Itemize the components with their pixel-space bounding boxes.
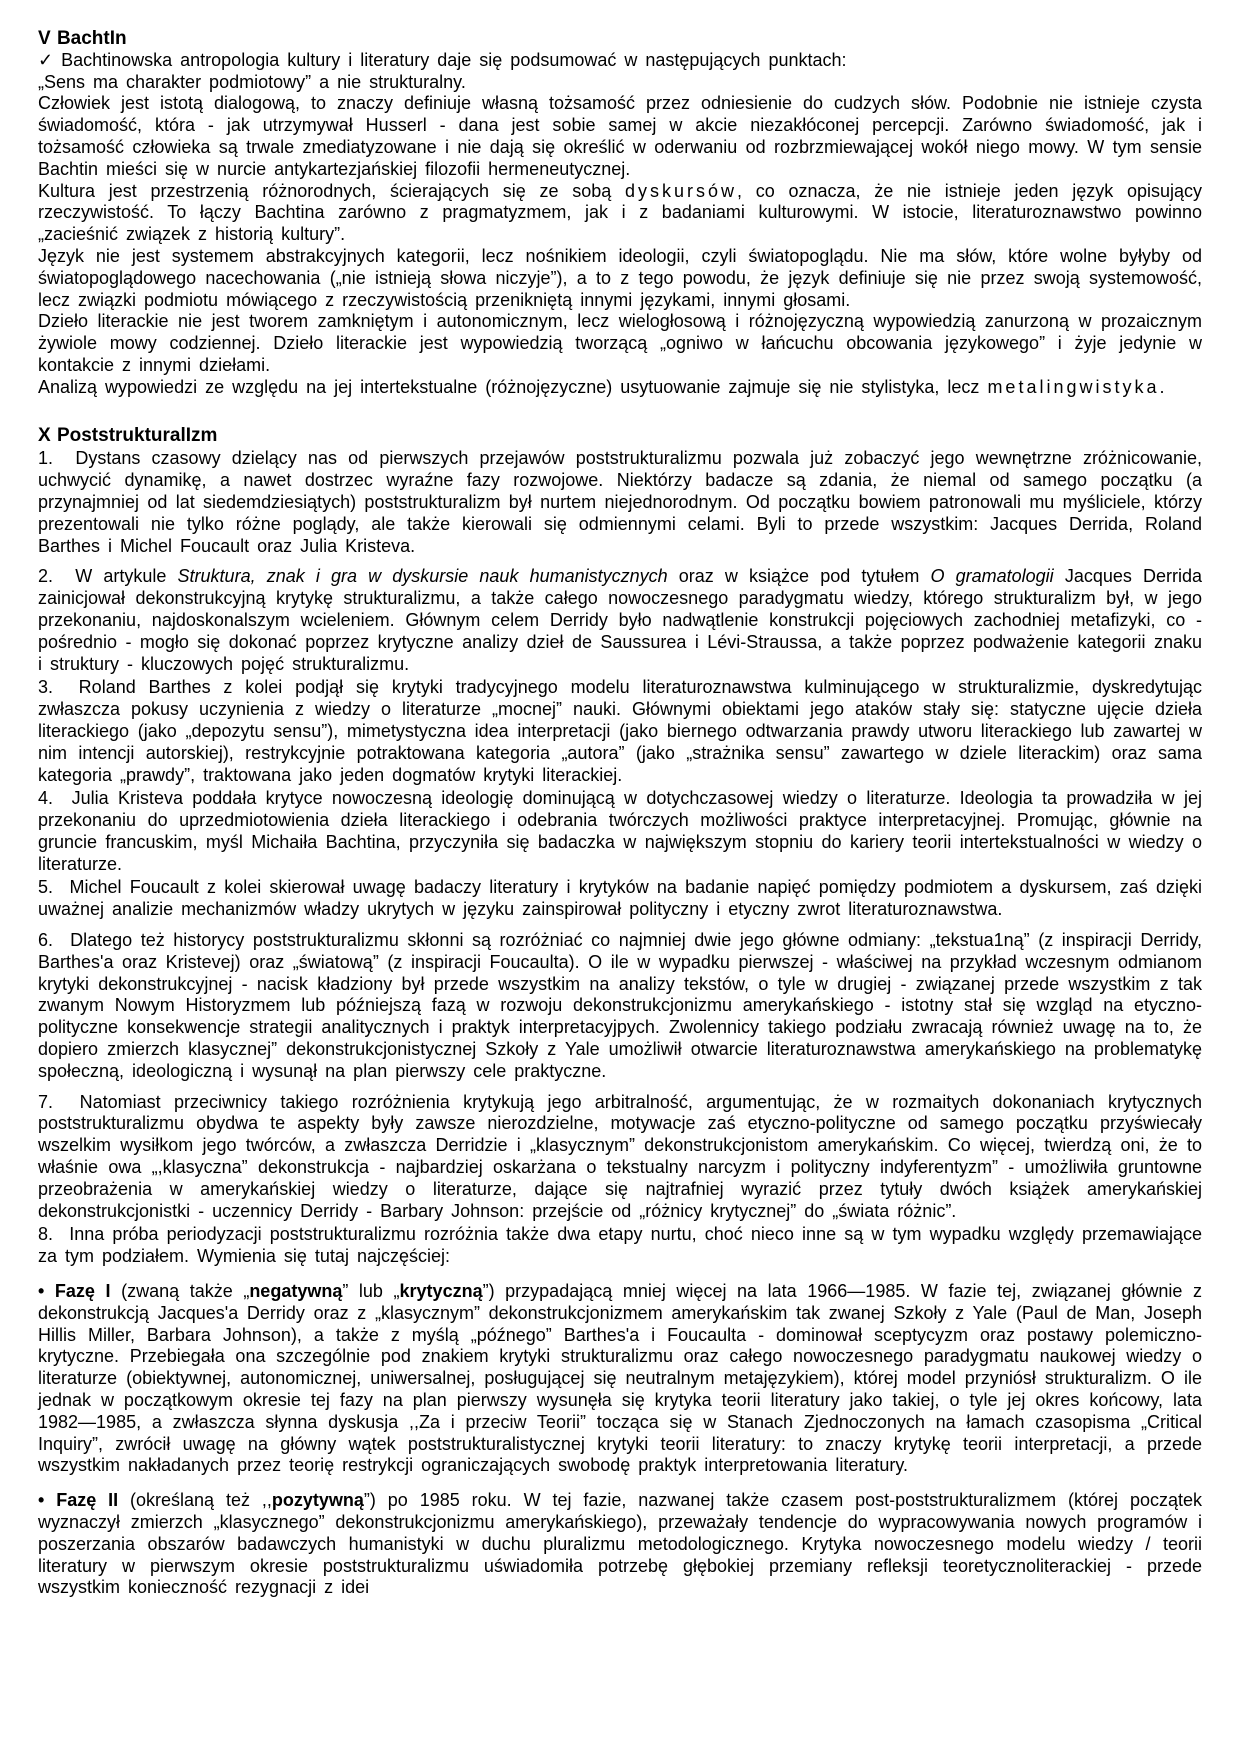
- text-run: (określaną też ,,: [118, 1490, 272, 1511]
- text-run: X PoststrukturalIzm: [38, 424, 218, 446]
- text-run: Jacques Derrida zainicjował dekonstrukcyjną krytykę strukturalizmu, a także całego nowoczesnego paradygmatu wiedzy, którego strukturalizm był, w jego przekonaniu, najdoskonalszym wcieleniem. Głównym celem Derridy było nadwątlenie konstrukcji pojęciowych zachodniej metafizyki, co - pośrednio - mogło się dokonać poprzez krytyczne analizy dzieł de Saussurea i Lévi-Straussa, a także poprzez podważenie kategorii znaku i struktury - kluczowych pojęć strukturalizmu.: [38, 566, 1203, 674]
- paragraph: [38, 311, 1202, 376]
- text-run: ”) przypadającą mniej więcej na lata 1966—1985. W fazie tej, związanej głównie z dekonstrukcją Jacques'a Derridy oraz z „klasycznym” dekonstrukcjonizmem amerykańskim tak zwanej Szkoły z Yale (Paul de Man, Joseph Hillis Miller, Barbara Johnson), a także z myślą „późnego” Barthes'a i Foucaulta - dominował sceptycyzm oraz postawy polemiczno-krytyczne. Przebiegała ona szczególnie pod znakiem krytyki strukturalizmu oraz całego nowoczesnego paradygmatu naukowej wiedzy o literaturze (obiektywnej, autonomicznej, uniwersalnej, posługującej się neutralnym metajęzykiem), której model przyniósł strukturalizm. O ile jednak w początkowym okresie tej fazy na plan pierwszy wysunęła się krytyka teorii literatury jako takiej, o tyle jej okres końcowy, lata 1982—1985, a zwłaszcza słynna dyskusja ,,Za i przeciw Teorii” tocząca się w Stanach Zjednoczonych na łamach czasopisma „Critical Inquiry”, zwrócił uwagę na główny wątek poststrukturalistycznej krytyki teorii literatury: to znaczy krytykę teorii interpretacji, a przede wszystkim nakładanych przez teorię restrykcji ograniczających swobodę praktyk interpretowania literatury.: [38, 1281, 1202, 1476]
- text-run: • Fazę I: [38, 1281, 111, 1302]
- text-run: dyskursów: [625, 180, 738, 201]
- document-body: [38, 28, 1202, 1599]
- text-run: Człowiek jest istotą dialogową, to znaczy definiuje własną tożsamość przez odniesienie do cudzych słów. Podobnie nie istnieje czysta świadomość, która - jak utrzymywał Husserl - dana jest sobie samej w akcie niezakłóconej percepcji. Zarówno świadomość, jak i tożsamość człowieka są trwale zmediatyzowane i nie dają się określić w oderwaniu od rozbrzmiewającej wokół niego mowy. W tym sensie Bachtin mieści się w nurcie antykartezjańskiej filozofii hermeneutycznej.: [38, 93, 1202, 179]
- text-run: metalingwistyka.: [987, 376, 1168, 397]
- text-run: V BachtIn: [38, 28, 127, 49]
- text-run: (zwaną także „: [110, 1281, 250, 1302]
- text-run: Kultura jest przestrzenią różnorodnych, ścierających się ze sobą: [38, 180, 625, 201]
- text-run: O gramatologii: [930, 566, 1054, 587]
- paragraph: [38, 93, 1202, 180]
- text-run: „Sens ma charakter podmiotowy” a nie strukturalny.: [38, 71, 466, 92]
- paragraph: [38, 930, 1202, 1083]
- text-run: 3. Roland Barthes z kolei podjął się krytyki tradycyjnego modelu literaturoznawstwa kulminującego w strukturalizmie, dyskredytując zwłaszcza pokusy uczynienia z wiedzy o literaturze „mocnej” nauki. Głównymi obiektami jego ataków stały się: statyczne ujęcie dzieła literackiego (jako „depozytu sensu”), mimetystyczna idea interpretacji (jako biernego odtwarzania prawdy utworu literackiego lub zawartej w nim intencji autorskiej), restrykcyjnie potraktowana kategoria „autora” (jako „strażnika sensu” zawartego w dziele literackim) oraz sama kategoria „prawdy”, traktowana jako jeden dogmatów krytyki literackiej.: [38, 677, 1202, 785]
- text-run: 7. Natomiast przeciwnicy takiego rozróżnienia krytykują jego arbitralność, argumentując, że w rozmaitych dokonaniach krytycznych poststrukturalizmu obydwa te aspekty były zawsze nierozdzielne, motywacje zaś etyczno-polityczne od samego początku przyświecały wszelkim wysiłkom jego twórców, a zwłaszcza Derridzie i „klasycznym” dekonstrukcjonistom amerykańskim. Co więcej, twierdzą oni, że to właśnie owa „,klasyczna” dekonstrukcja - najbardziej oskarżana o tekstualny narcyzm i polityczny indyferentyzm” - umożliwiła gruntowne przeobrażenia w amerykańskiej wiedzy o literaturze, dające się najtrafniej wyrazić przez tytuły dwóch książek amerykańskiej dekonstrukcjonistki - uczennicy Derridy - Barbary Johnson: przejście od „różnicy krytycznej” do „świata różnic”.: [38, 1091, 1202, 1221]
- paragraph: [38, 1490, 1202, 1599]
- paragraph: [38, 181, 1202, 246]
- paragraph: [38, 788, 1202, 875]
- text-run: • Fazę II: [38, 1490, 119, 1511]
- text-run: Analizą wypowiedzi ze względu na jej intertekstualne (różnojęzyczne) usytuowanie zajmuje się nie stylistyka, lecz: [38, 376, 988, 397]
- text-run: negatywną: [249, 1281, 343, 1302]
- paragraph: [38, 566, 1202, 675]
- text-run: 1. Dystans czasowy dzielący nas od pierwszych przejawów poststrukturalizmu pozwala już zobaczyć jego wewnętrzne zróżnicowanie, uchwycić dynamikę, a nawet dostrzec wyraźne fazy rozwojowe. Niektórzy badacze są zdania, że niemal od samego początku (a przynajmniej od lat siedemdziesiątych) poststrukturalizm był nurtem niejednorodnym. Od początku bowiem patronowali mu myśliciele, którzy prezentowali nie tylko różne poglądy, ale także kierowali się odmiennymi celami. Byli to przede wszystkim: Jacques Derrida, Roland Barthes i Michel Foucault oraz Julia Kristeva.: [38, 448, 1202, 556]
- text-run: ✓ Bachtinowska antropologia kultury i literatury daje się podsumować w następujących punktach:: [38, 49, 847, 70]
- text-run: krytyczną: [399, 1281, 483, 1302]
- paragraph: [38, 1281, 1202, 1477]
- text-run: 5. Michel Foucault z kolei skierował uwagę badaczy literatury i krytyków na badanie napięć pomiędzy podmiotem a dyskursem, zaś dzięki uważnej analizie mechanizmów władzy ukrytych w języku zainspirował polityczny i etyczny zwrot literaturoznawstwa.: [38, 877, 1202, 920]
- text-run: Język nie jest systemem abstrakcyjnych kategorii, lecz nośnikiem ideologii, czyli światopoglądu. Nie ma słów, które wolne byłyby od światopoglądowego nacechowania („nie istnieją słowa niczyje”), a to z tego powodu, że język definiuje się nie przez swoją systemowość, lecz związki podmiotu mówiącego z rzeczywistością przenikniętą innymi językami, innymi głosami.: [38, 245, 1202, 310]
- text-run: pozytywną: [271, 1490, 364, 1511]
- paragraph: [38, 1224, 1202, 1268]
- text-run: ”) po 1985 roku. W tej fazie, nazwanej także czasem post-poststrukturalizmem (której początek wyznaczył zmierzch „klasycznego” dekonstrukcjonizmu amerykańskiego), przeważały tendencje do wypracowywania nowych programów i poszerzania obszarów badawczych humanistyki w duchu pluralizmu metodologicznego. Krytyka nowoczesnego modelu wiedzy / teorii literatury w pierwszym okresie poststrukturalizmu uświadomiła potrzebę głębokiej przemiany refleksji teoretycznoliterackiej - przede wszystkim konieczność rezygnacji z idei: [38, 1490, 1202, 1598]
- text-run: Dzieło literackie nie jest tworem zamkniętym i autonomicznym, lecz wielogłosową i różnojęzyczną wypowiedzią zanurzoną w prozaicznym żywiole mowy codziennej. Dzieło literackie jest wypowiedzią tworzącą „ogniwo w łańcuchu obcowania językowego” i żyje jedynie w kontakcie z innymi dziełami.: [38, 311, 1202, 375]
- text-run: 6. Dlatego też historycy poststrukturalizmu skłonni są rozróżniać co najmniej dwie jego główne odmiany: „tekstua1ną” (z inspiracji Derridy, Barthes'a oraz Kristevej) oraz „światową” (z inspiracji Foucaulta). O ile w wypadku pierwszej - właściwej na przykład wczesnym odmianom krytyki dekonstrukcyjnej - nacisk kładziony był przede wszystkim na analizy tekstów, o tyle w drugiej - związanej przede wszystkim z tak zwanym Nowym Historyzmem lub późniejszą fazą w rozwoju dekonstrukcjonizmu amerykańskiego - istotny stał się wzgląd na etyczno-polityczne konsekwencje strategii analitycznych i praktyk interpretacyjpych. Zwolennicy takiego podziału zwracają również uwagę na to, że dopiero zmierzch klasycznej” dekonstrukcjonistycznej Szkoły z Yale umożliwił otwarcie literaturoznawstwa amerykańskiego na problematykę społeczną, ideologiczną i wysunął na plan pierwszy cele praktyczne.: [38, 930, 1202, 1081]
- paragraph: [38, 877, 1202, 921]
- paragraph: [38, 448, 1202, 557]
- text-run: ” lub „: [342, 1281, 400, 1302]
- paragraph: [38, 377, 1202, 399]
- text-run: Struktura, znak i gra w dyskursie nauk humanistycznych: [177, 566, 668, 587]
- paragraph: [38, 72, 1202, 94]
- section-heading: [38, 28, 1202, 50]
- text-run: , co oznacza, że nie istnieje jeden język opisujący rzeczywistość. To łączy Bachtina zarówno z pragmatyzmem, jak i z badaniami kulturowymi. W istocie, literaturoznawstwo powinno „zacieśnić związek z historią kultury”.: [38, 180, 1202, 245]
- paragraph: [38, 1092, 1202, 1223]
- text-run: oraz w książce pod tytułem: [667, 566, 931, 587]
- section-heading: [38, 425, 1202, 447]
- text-run: 2. W artykule: [38, 566, 178, 587]
- paragraph: [38, 50, 1202, 72]
- paragraph: [38, 246, 1202, 311]
- text-run: 4. Julia Kristeva poddała krytyce nowoczesną ideologię dominującą w dotychczasowej wiedzy o literaturze. Ideologia ta prowadziła w jej przekonaniu do uprzedmiotowienia dzieła literackiego i odebrania twórczych możliwości praktyce interpretacyjnej. Promując, głównie na gruncie francuskim, myśl Michaiła Bachtina, przyczyniła się badaczka w największym stopniu do kariery teorii intertekstualności w wiedzy o literaturze.: [38, 788, 1202, 874]
- text-run: 8. Inna próba periodyzacji poststrukturalizmu rozróżnia także dwa etapy nurtu, choć nieco inne są w tym wypadku względy przemawiające za tym podziałem. Wymienia się tutaj najczęściej:: [38, 1224, 1202, 1267]
- paragraph: [38, 677, 1202, 786]
